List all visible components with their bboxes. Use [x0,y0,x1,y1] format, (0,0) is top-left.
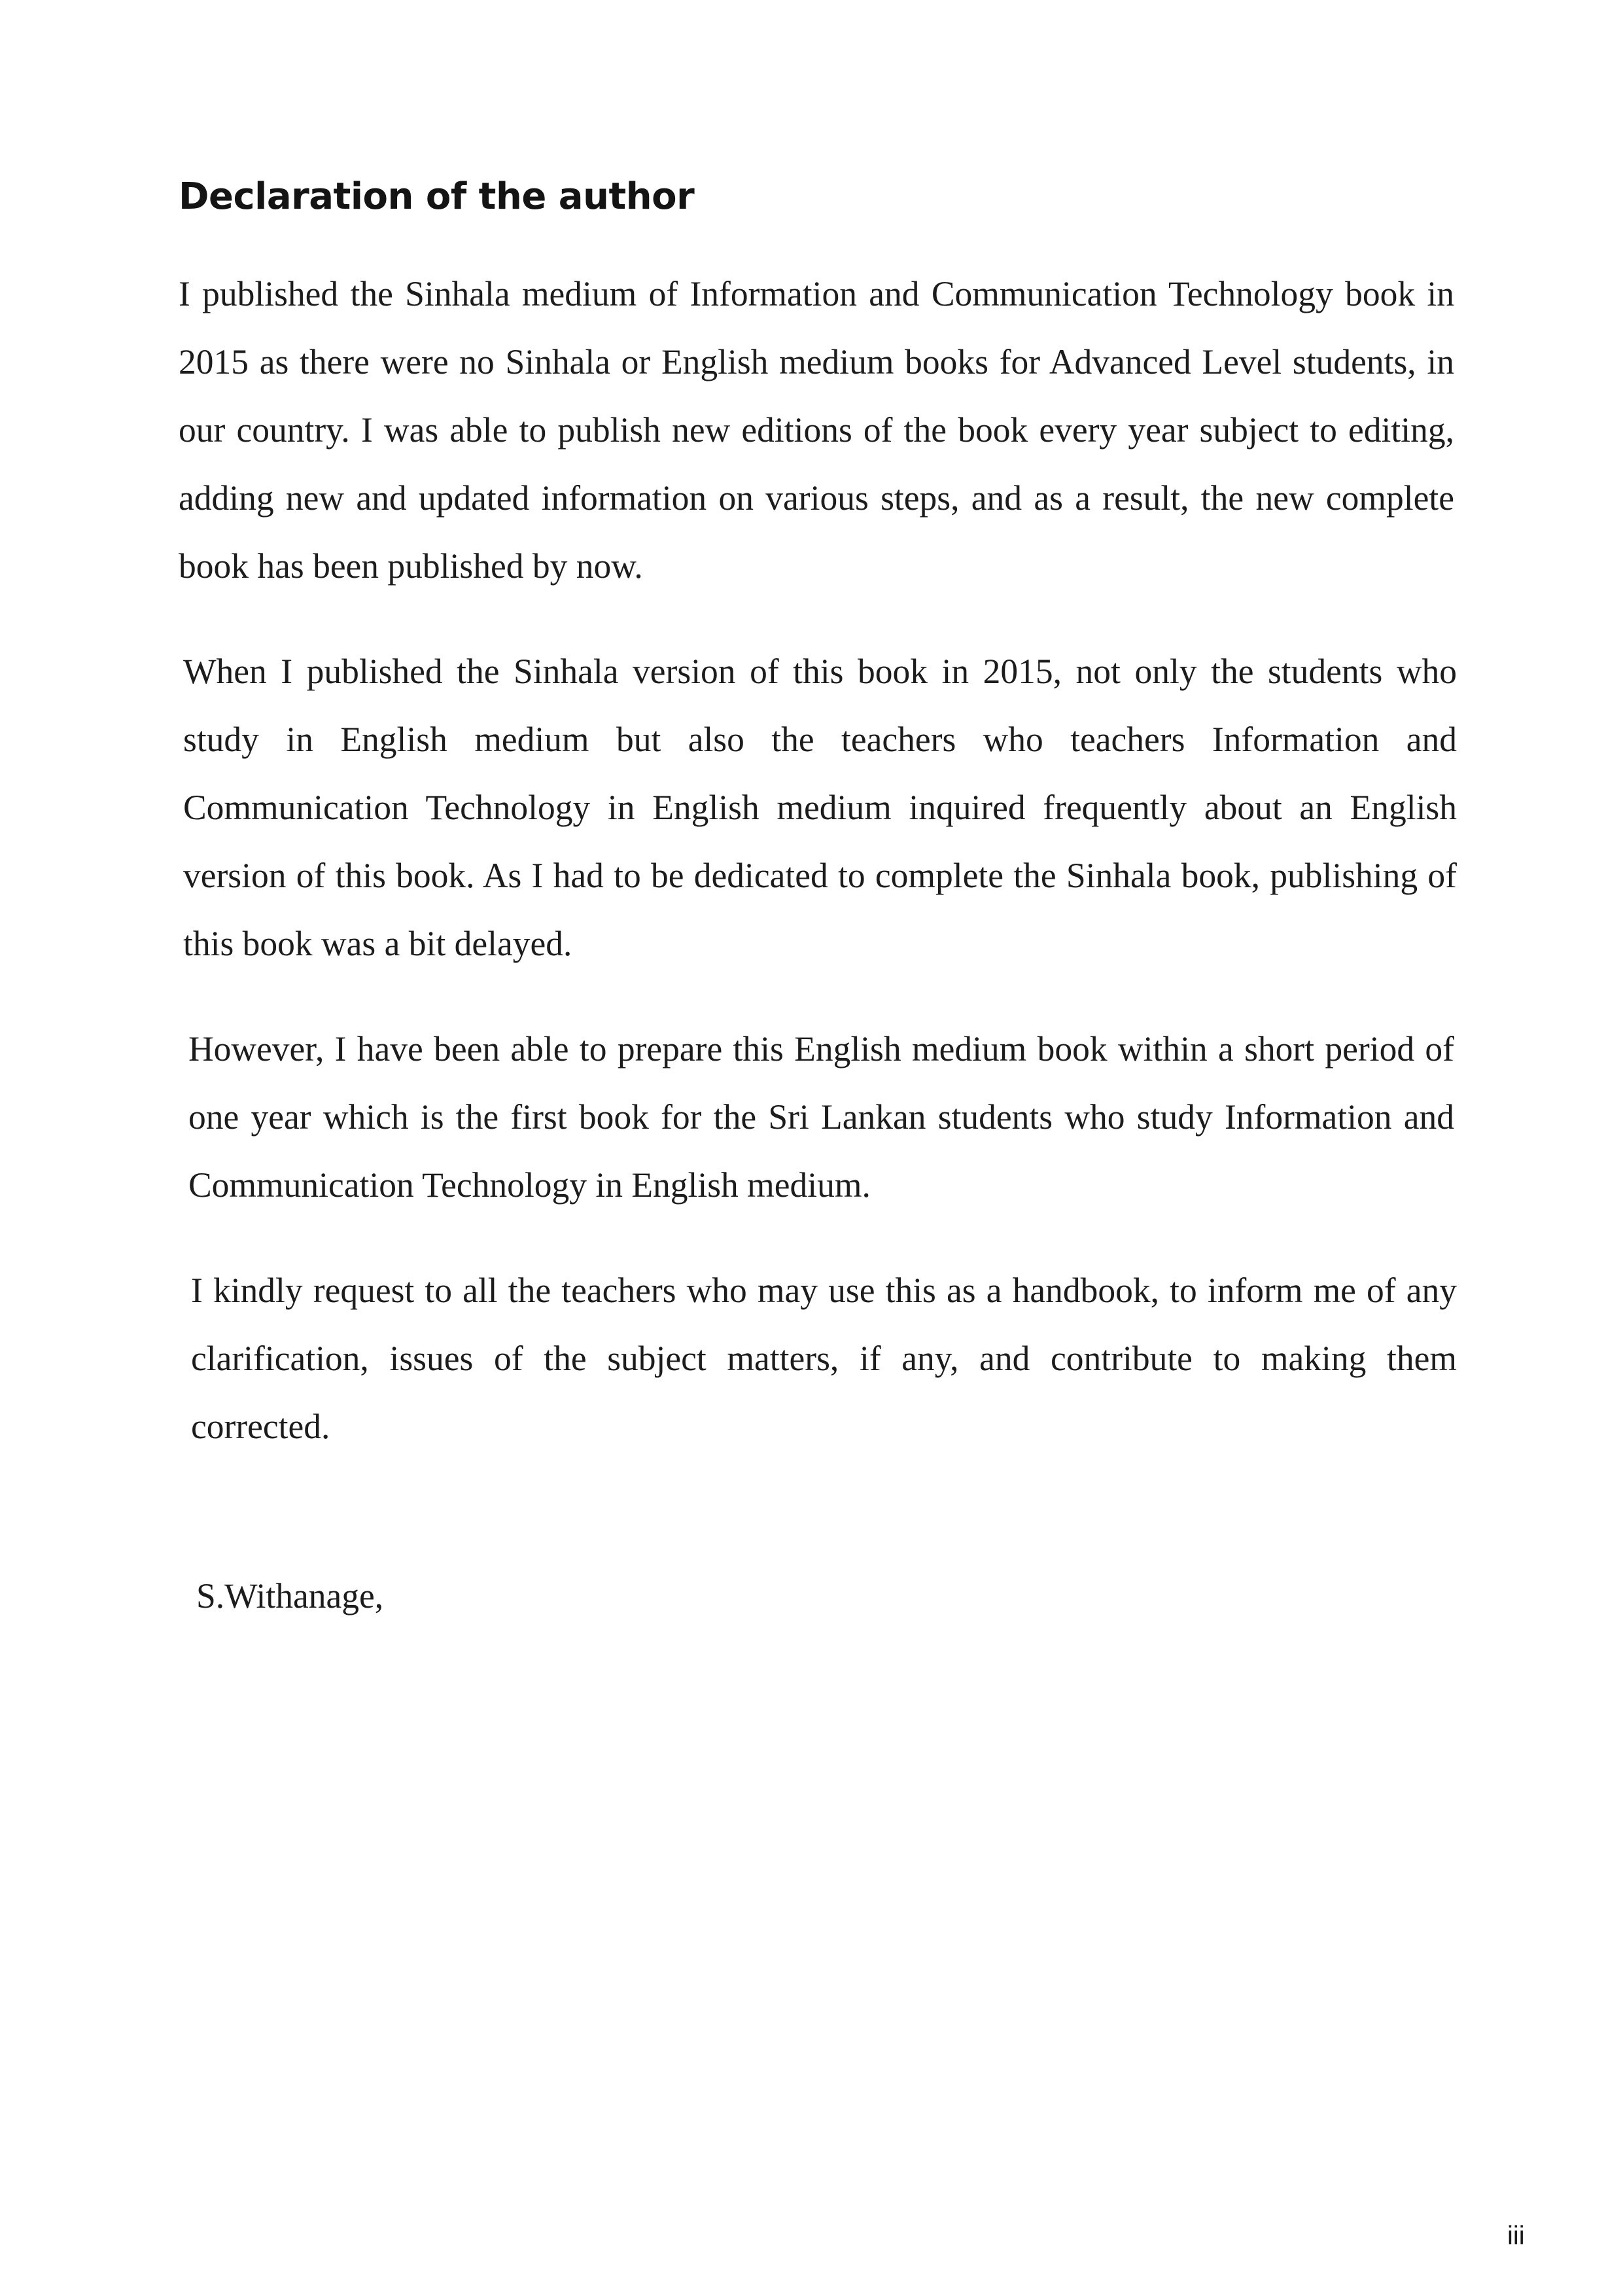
page-title: Declaration of the author [179,175,695,218]
paragraph-english-book-prepared: However, I have been able to prepare this English medium book within a short period of one year which is the first book for the Sri Lankan students who study Information and Communication Technology in English medium. [188,1029,1454,1205]
paragraph-request-to-teachers: I kindly request to all the teachers who may use this as a handbook, to inform me of any clarification, issues of the subject matters, if any, and contribute to making them corrected. [191,1271,1457,1446]
paragraph-publication-history: I published the Sinhala medium of Information and Communication Technology book in 2015 as there were no Sinhala or English medium books for Advanced Level students, in our country. I was able to publish new editions of the book every year subject to editing, adding new and updated information on various steps, and as a result, the new complete book has been published by now. [179,274,1454,586]
author-signature: S.Withanage, [196,1576,384,1616]
paragraph-english-version-demand: When I published the Sinhala version of this book in 2015, not only the students who study in English medium but also the teachers who teachers Information and Communication Technology in English medium inquired frequently about an English version of this book. As I had to be dedicated to complete the Sinhala book, publishing of this book was a bit delayed. [183,652,1457,963]
page-number: iii [1507,2221,1525,2250]
